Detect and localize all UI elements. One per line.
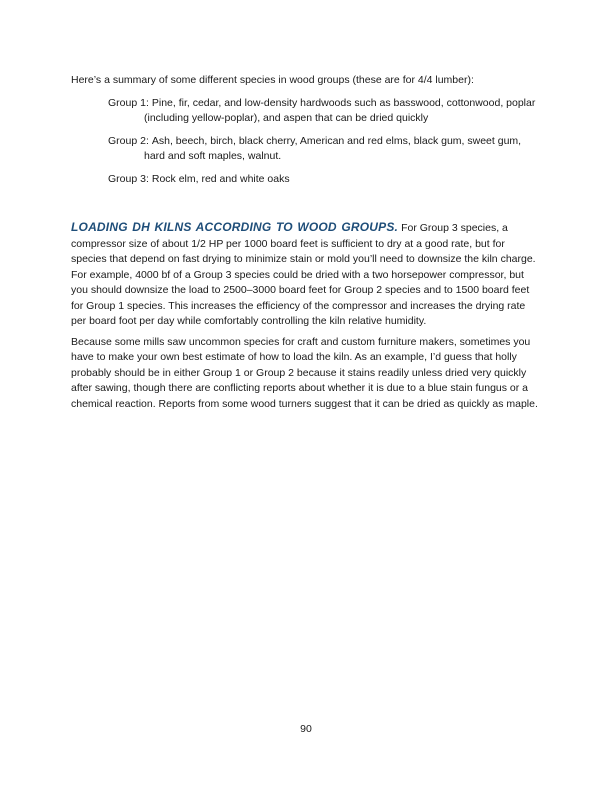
section-heading: LOADING DH KILNS ACCORDING TO WOOD GROUPS. bbox=[71, 220, 399, 234]
wood-group-list bbox=[71, 96, 541, 188]
section-body-text: For Group 3 species, a compressor size of about 1/2 HP per 1000 board feet is sufficient to dry at a good rate, but for species that depend on fast drying to minimize stain or mold you’ll need to downsize the kiln charge. For example, 4000 bf of a Group 3 species could be dried with a two horsepower compressor, but you should downsize the load to 2500–3000 board feet for Group 2 species and to 1500 board feet for Group 1 species. This increases the efficiency of the compressor and increases the drying rate per board foot per day while comfortably controlling the kiln relative humidity. bbox=[71, 222, 536, 327]
group-2-label: Group 2: bbox=[108, 134, 149, 147]
page-number: 90 bbox=[300, 723, 312, 735]
intro-paragraph: Here’s a summary of some different species in wood groups (these are for 4/4 lumber): bbox=[71, 74, 474, 86]
wood-group-item-1 bbox=[108, 96, 541, 127]
group-2-text: Ash, beech, birch, black cherry, American and red elms, black gum, sweet gum, hard and soft maples, walnut. bbox=[144, 134, 522, 162]
group-3-label: Group 3: bbox=[108, 172, 149, 185]
holly-estimate-paragraph: Because some mills saw uncommon species for craft and custom furniture makers, sometimes you have to make your own best estimate of how to load the kiln. As an example, I’d guess that holly probably should be in either Group 1 or Group 2 because it stains readily unless dried very quickly after sawing, though there are conflicting reports about whether it is due to a blue stain fungus or a chemical reaction. Reports from some wood turners suggest that it can be dried as quickly as maple. bbox=[71, 335, 538, 410]
wood-group-item-2 bbox=[108, 134, 541, 165]
page-content bbox=[71, 73, 541, 412]
group-1-label: Group 1: bbox=[108, 96, 149, 109]
loading-dh-kilns-paragraph bbox=[71, 220, 541, 330]
wood-group-item-3 bbox=[108, 172, 541, 188]
group-3-text: Rock elm, red and white oaks bbox=[151, 172, 290, 185]
group-1-text: Pine, fir, cedar, and low-density hardwoods such as basswood, cottonwood, poplar (including yellow-poplar), and aspen that can be dried quickly bbox=[144, 96, 536, 124]
